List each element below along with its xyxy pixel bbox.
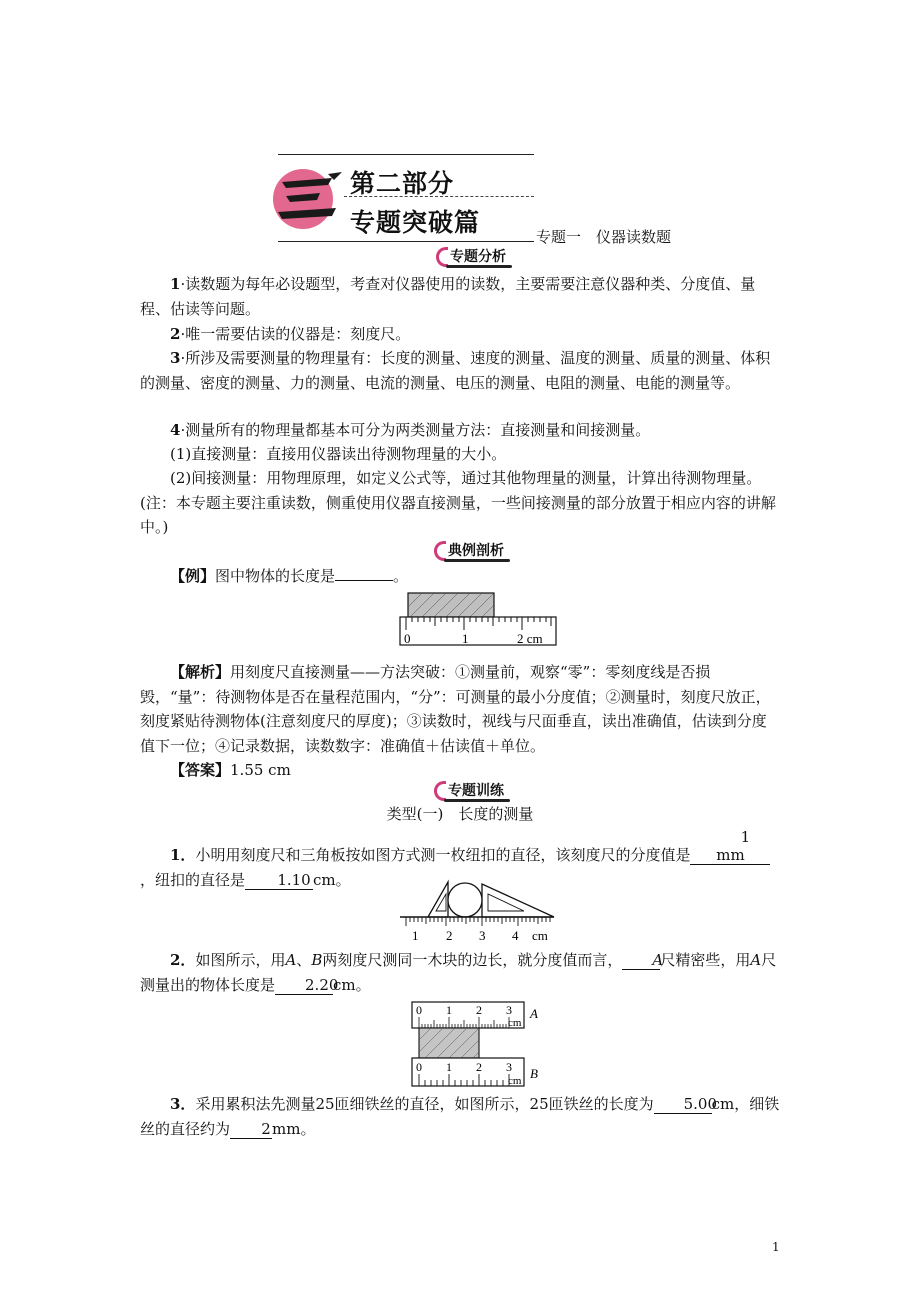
ruler-b-label: B: [530, 1066, 538, 1081]
answer-blank: 5.00: [654, 1095, 712, 1114]
analysis-item-2: 2·唯一需要估读的仪器是：刻度尺。: [170, 325, 411, 343]
tick-label: 0: [404, 631, 411, 646]
tick-label: 3: [479, 928, 486, 943]
tick-label: 4: [512, 928, 519, 943]
answer-blank: A: [622, 951, 660, 970]
tick-label: 1: [446, 1003, 452, 1017]
example-tag: 典例剖析: [434, 540, 510, 562]
part-emblem-icon: [270, 168, 344, 230]
topic-title: 专题一 仪器读数题: [536, 228, 672, 246]
analysis-item-3: 3·所涉及需要测量的物理量有：长度的测量、速度的测量、温度的测量、质量的测量、体积的测量、密度的测量、力的测量、电流的测量、电压的测量、电阻的测量、电能的测量等。: [140, 349, 771, 392]
tick-label: 2: [476, 1060, 482, 1074]
tick-label: 1: [462, 631, 469, 646]
analysis-tag: 专题分析: [436, 246, 512, 268]
section-title: 专题突破篇: [350, 208, 481, 237]
tick-label: 2: [476, 1003, 482, 1017]
example-answer: 【答案】1.55 cm: [170, 761, 291, 779]
answer-blank: [335, 580, 393, 581]
answer-blank: 1.10: [245, 871, 313, 890]
question-3: 3．采用累积法先测量25匝细铁丝的直径，如图所示，25匝铁丝的长度为 5.00cm，细铁丝的直径约为 2mm。: [140, 1095, 780, 1138]
analysis-sub-1: (1)直接测量：直接用仪器读出待测物理量的大小。: [170, 445, 507, 463]
question-1-figure: [394, 874, 558, 944]
tick-label: 1: [446, 1060, 452, 1074]
analysis-item-1: 1·读数题为每年必设题型，考查对仪器使用的读数，主要需要注意仪器种类、分度值、量程、估读等问题。: [140, 275, 756, 318]
tick-label: cm: [508, 1017, 522, 1029]
answer-blank: 2.20: [275, 976, 333, 995]
part-title: 第二部分: [350, 169, 455, 198]
ruler-a-label: A: [530, 1006, 538, 1021]
analysis-item-4: 4·测量所有的物理量都基本可分为两类测量方法：直接测量和间接测量。: [170, 421, 651, 439]
tick-label: 2 cm: [517, 631, 543, 646]
example-ruler-figure: [396, 590, 560, 650]
tick-label: cm: [532, 928, 548, 943]
page-number: 1: [772, 1240, 780, 1254]
analysis-sub-2: (2)间接测量：用物理原理，如定义公式等，通过其他物理量的测量，计算出待测物理量。(注：本专题主要注重读数，侧重使用仪器直接测量，一些间接测量的部分放置于相应内容的讲解中。): [140, 469, 776, 536]
tick-label: 1: [412, 928, 419, 943]
answer-blank: 2: [230, 1120, 272, 1139]
tick-label: 2: [446, 928, 453, 943]
header-divider: [344, 196, 534, 197]
type-heading: 类型(一) 长度的测量: [386, 805, 534, 823]
header-bottom-rule: [278, 241, 534, 242]
tick-label: 0: [416, 1060, 422, 1074]
header-top-rule: [278, 154, 534, 155]
tick-label: cm: [508, 1075, 522, 1087]
question-2-figure: [408, 1000, 554, 1090]
answer-blank: 1 mm: [690, 828, 770, 865]
tick-label: 3: [506, 1003, 512, 1017]
tick-label: 0: [416, 1003, 422, 1017]
tick-label: 3: [506, 1060, 512, 1074]
question-2: 2．如图所示，用A、B两刻度尺测同一木块的边长，就分度值而言， A尺精密些，用A尺测量出的物体长度是 2.20cm。: [140, 951, 777, 994]
example-analysis: 【解析】用刻度尺直接测量——方法突破：①测量前，观察“零”：零刻度线是否损毁，“量”：待测物体是否在量程范围内，“分”：可测量的最小分度值；②测量时，刻度尺放正，刻度紧贴待测物体(注意刻度尺的厚度)；③读数时，视线与尺面垂直，读出准确值，估读到分度值下一位；④记录数据，读数数字：准确值＋估读值＋单位。: [140, 663, 771, 755]
question-1: 1．小明用刻度尺和三角板按如图方式测一枚纽扣的直径，该刻度尺的分度值是1 mm，纽扣的直径是 1.10 cm。: [140, 828, 780, 892]
training-tag: 专题训练: [434, 780, 510, 802]
example-question: 【例】图中物体的长度是 。: [170, 567, 409, 585]
